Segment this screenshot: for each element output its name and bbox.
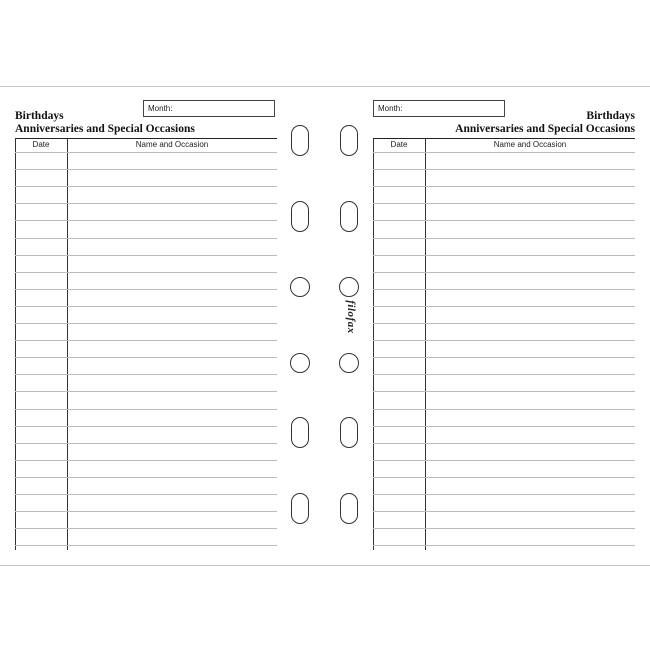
table-top-rule (373, 138, 635, 139)
ruled-line (15, 340, 277, 341)
brand-logo: filofax (345, 300, 357, 334)
ruled-line (15, 511, 277, 512)
page-subtitle: Anniversaries and Special Occasions (455, 123, 635, 135)
ruled-line (15, 545, 277, 546)
ruled-line (373, 511, 635, 512)
column-divider (67, 138, 68, 550)
ruled-line (373, 391, 635, 392)
planner-spread (0, 86, 650, 566)
column-divider (425, 138, 426, 550)
ruled-line (373, 409, 635, 410)
ruled-line (15, 443, 277, 444)
ruled-line (15, 460, 277, 461)
ruled-line (373, 374, 635, 375)
ruled-line (373, 289, 635, 290)
occasions-table (15, 138, 277, 550)
month-label: Month: (148, 104, 173, 113)
ruled-line (373, 306, 635, 307)
ruled-line (15, 306, 277, 307)
ruled-line (15, 220, 277, 221)
page-title: Birthdays (15, 110, 64, 122)
ruled-line (15, 272, 277, 273)
ruled-line (373, 152, 635, 153)
left-page (15, 87, 277, 567)
month-field[interactable] (373, 100, 505, 117)
ruled-line (15, 391, 277, 392)
occasions-table (373, 138, 635, 550)
ruled-line (373, 169, 635, 170)
ruled-line (15, 357, 277, 358)
page-title: Birthdays (586, 110, 635, 122)
binder-hole (291, 417, 309, 448)
ruled-line (373, 528, 635, 529)
binder-hole (290, 353, 310, 373)
column-header-date: Date (390, 140, 408, 149)
binder-hole (340, 493, 358, 524)
ruled-line (15, 374, 277, 375)
binder-hole (291, 125, 309, 156)
column-header-date: Date (32, 140, 50, 149)
right-page (373, 87, 635, 567)
ruled-line (373, 323, 635, 324)
page-subtitle: Anniversaries and Special Occasions (15, 123, 195, 135)
month-label: Month: (378, 104, 403, 113)
month-field[interactable] (143, 100, 275, 117)
ruled-line (15, 528, 277, 529)
ruled-line (15, 494, 277, 495)
ruled-line (15, 255, 277, 256)
ruled-line (15, 289, 277, 290)
ruled-line (15, 169, 277, 170)
ruled-line (15, 477, 277, 478)
ruled-line (373, 220, 635, 221)
ruled-line (373, 545, 635, 546)
ruled-line (15, 186, 277, 187)
table-left-rule (373, 138, 374, 550)
ruled-line (373, 443, 635, 444)
binder-hole (291, 201, 309, 232)
column-header-name: Name and Occasion (493, 140, 567, 149)
ruled-line (15, 238, 277, 239)
binder-hole (291, 493, 309, 524)
ruled-line (15, 323, 277, 324)
binder-hole (340, 417, 358, 448)
binder-hole (339, 353, 359, 373)
ruled-line (15, 409, 277, 410)
ruled-line (373, 494, 635, 495)
table-left-rule (15, 138, 16, 550)
ruled-line (373, 357, 635, 358)
ruled-line (373, 186, 635, 187)
ruled-line (15, 203, 277, 204)
ruled-line (373, 426, 635, 427)
ruled-line (373, 460, 635, 461)
binder-hole (340, 125, 358, 156)
binder-hole (290, 277, 310, 297)
binder-hole (340, 201, 358, 232)
table-top-rule (15, 138, 277, 139)
ruled-line (373, 238, 635, 239)
ruled-line (373, 203, 635, 204)
ruled-line (15, 152, 277, 153)
column-header-name: Name and Occasion (135, 140, 209, 149)
ruled-line (373, 255, 635, 256)
ruled-line (373, 340, 635, 341)
ruled-line (373, 477, 635, 478)
ruled-line (373, 272, 635, 273)
ruled-line (15, 426, 277, 427)
